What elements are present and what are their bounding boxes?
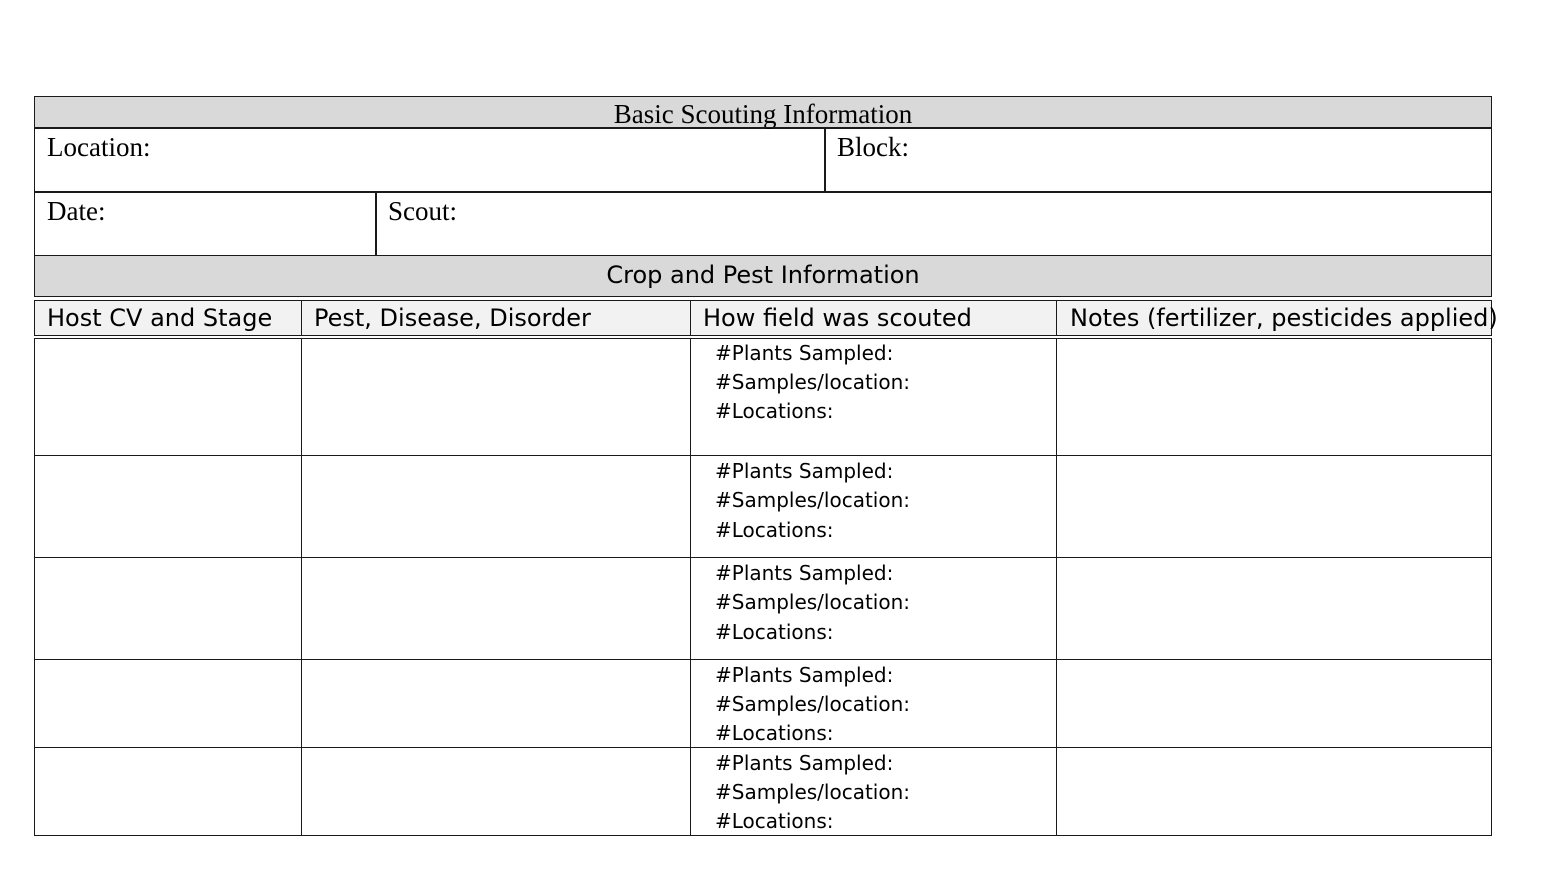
row-divider [35, 659, 1491, 660]
samples-per-location-label: #Samples/location: [715, 370, 910, 394]
column-header-pest: Pest, Disease, Disorder [314, 304, 591, 332]
crop-info-title: Crop and Pest Information [606, 261, 920, 289]
plants-sampled-label: #Plants Sampled: [715, 663, 894, 687]
basic-info-header [34, 96, 1492, 129]
date-label: Date: [47, 196, 106, 226]
locations-label: #Locations: [715, 620, 834, 644]
column-divider [690, 301, 691, 335]
location-label: Location: [47, 132, 151, 162]
column-header-host: Host CV and Stage [47, 304, 273, 332]
column-divider [1056, 301, 1057, 335]
location-field[interactable] [34, 127, 826, 193]
block-label: Block: [837, 132, 909, 162]
scout-field[interactable] [375, 191, 1492, 257]
samples-per-location-label: #Samples/location: [715, 692, 910, 716]
row-divider [35, 557, 1491, 558]
table-row[interactable] [703, 339, 910, 426]
table-row[interactable] [703, 749, 910, 836]
samples-per-location-label: #Samples/location: [715, 488, 910, 512]
plants-sampled-label: #Plants Sampled: [715, 459, 894, 483]
table-row[interactable] [703, 457, 910, 545]
column-header-notes: Notes (fertilizer, pesticides applied) [1070, 304, 1498, 332]
column-divider [301, 339, 302, 835]
basic-info-title: Basic Scouting Information [613, 99, 913, 129]
locations-label: #Locations: [715, 809, 834, 833]
row-divider [35, 455, 1491, 456]
plants-sampled-label: #Plants Sampled: [715, 561, 894, 585]
table-row[interactable] [703, 559, 910, 647]
date-field[interactable] [34, 191, 377, 257]
block-field[interactable] [824, 127, 1492, 193]
column-divider [690, 339, 691, 835]
column-divider [1056, 339, 1057, 835]
scout-label: Scout: [388, 196, 458, 226]
crop-table-body [34, 338, 1492, 836]
column-header-row [34, 300, 1498, 336]
plants-sampled-label: #Plants Sampled: [715, 341, 894, 365]
locations-label: #Locations: [715, 721, 834, 745]
crop-info-header [34, 255, 1492, 297]
locations-label: #Locations: [715, 399, 834, 423]
locations-label: #Locations: [715, 518, 834, 542]
table-row[interactable] [703, 661, 910, 748]
plants-sampled-label: #Plants Sampled: [715, 751, 894, 775]
samples-per-location-label: #Samples/location: [715, 780, 910, 804]
column-divider [301, 301, 302, 335]
column-header-how-scouted: How field was scouted [703, 304, 972, 332]
samples-per-location-label: #Samples/location: [715, 590, 910, 614]
